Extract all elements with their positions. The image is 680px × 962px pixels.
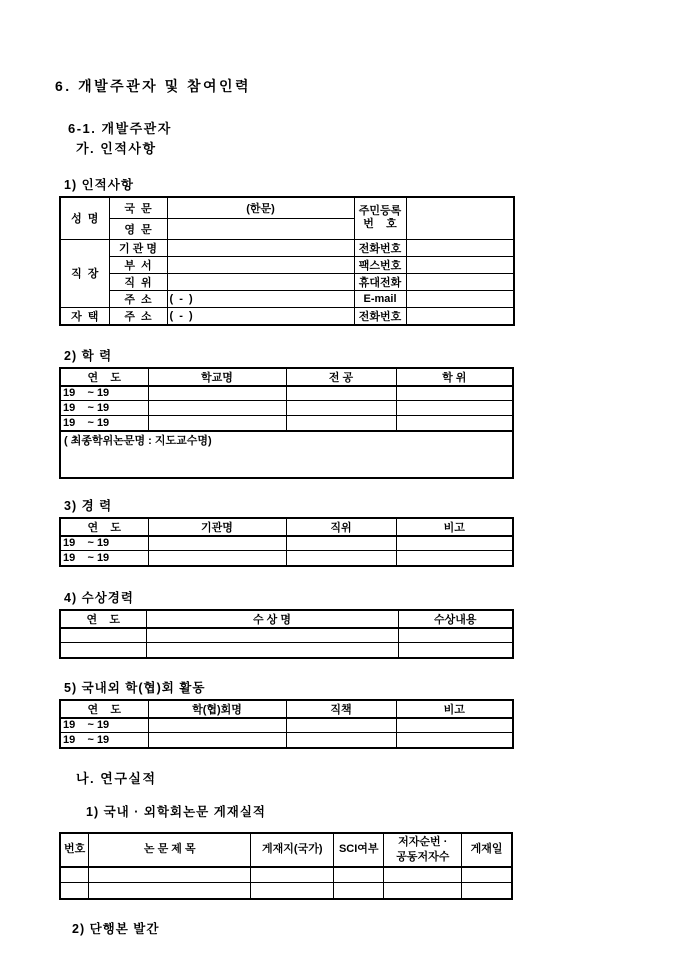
papers-sci-cell[interactable]	[334, 867, 384, 883]
work-address-input-cell[interactable]: ( - )	[167, 290, 354, 307]
education-heading: 2) 학 력	[64, 348, 113, 363]
home-address-label: 주 소	[109, 307, 167, 325]
education-col-major: 전 공	[286, 368, 396, 386]
books-heading: 2) 단행본 발간	[72, 921, 160, 936]
education-major-cell[interactable]	[286, 401, 396, 416]
societies-col-year: 연 도	[60, 700, 148, 718]
career-heading: 3) 경 력	[64, 498, 113, 513]
societies-col-role: 직책	[286, 700, 396, 718]
career-col-note: 비고	[396, 518, 513, 536]
table-row	[60, 431, 513, 478]
societies-col-note: 비고	[396, 700, 513, 718]
table-header-row	[60, 700, 513, 718]
career-position-cell[interactable]	[286, 536, 396, 551]
dept-label: 부 서	[109, 256, 167, 273]
education-col-school: 학교명	[148, 368, 286, 386]
table-row	[60, 416, 513, 431]
societies-note-cell[interactable]	[396, 718, 513, 733]
org-label: 기 관 명	[109, 239, 167, 256]
awards-col-detail: 수상내용	[398, 610, 513, 628]
awards-heading: 4) 수상경력	[64, 590, 134, 605]
career-table	[59, 517, 514, 567]
papers-col-author-line1: 저자순번 ·	[398, 836, 448, 849]
papers-date-cell[interactable]	[462, 867, 512, 883]
table-row	[60, 643, 513, 658]
awards-detail-cell[interactable]	[398, 628, 513, 643]
position-input-cell[interactable]	[167, 273, 354, 290]
table-row	[60, 273, 514, 290]
table-header-row	[60, 833, 512, 867]
table-header-row	[60, 610, 513, 628]
education-col-degree: 학 위	[396, 368, 513, 386]
career-position-cell[interactable]	[286, 551, 396, 566]
phone-input-cell[interactable]	[406, 239, 514, 256]
table-row	[60, 256, 514, 273]
papers-journal-cell[interactable]	[251, 867, 334, 883]
table-row	[60, 628, 513, 643]
papers-col-journal: 게재지(국가)	[251, 833, 334, 867]
table-row	[60, 197, 514, 218]
mobile-label: 휴대전화	[354, 273, 406, 290]
awards-award-cell[interactable]	[146, 643, 398, 658]
education-year-cell[interactable]: 19 ~ 19	[60, 401, 148, 416]
table-row	[60, 386, 513, 401]
table-row	[60, 867, 512, 883]
name-kor-label: 국 문	[109, 197, 167, 218]
phone-label: 전화번호	[354, 239, 406, 256]
papers-col-no: 번호	[60, 833, 89, 867]
career-org-cell[interactable]	[148, 551, 286, 566]
table-row	[60, 401, 513, 416]
education-year-cell[interactable]: 19 ~ 19	[60, 386, 148, 401]
awards-year-cell[interactable]	[60, 628, 146, 643]
name-eng-input-cell[interactable]	[167, 218, 354, 239]
table-row	[60, 883, 512, 899]
career-col-org: 기관명	[148, 518, 286, 536]
papers-date-cell[interactable]	[462, 883, 512, 899]
name-group-label: 성 명	[60, 197, 109, 239]
section-na-heading: 나. 연구실적	[76, 770, 157, 786]
education-degree-cell[interactable]	[396, 386, 513, 401]
work-group-label: 직 장	[60, 239, 109, 307]
awards-year-cell[interactable]	[60, 643, 146, 658]
papers-no-cell[interactable]	[60, 883, 89, 899]
page-title: 6. 개발주관자 및 참여인력	[55, 78, 252, 94]
personal-info-table	[59, 196, 515, 326]
table-row	[60, 290, 514, 307]
home-phone-input-cell[interactable]	[406, 307, 514, 325]
career-col-position: 직위	[286, 518, 396, 536]
education-major-cell[interactable]	[286, 416, 396, 431]
papers-title-cell[interactable]	[89, 883, 251, 899]
papers-no-cell[interactable]	[60, 867, 89, 883]
societies-heading: 5) 국내외 학(협)회 활동	[64, 680, 206, 695]
section-ga-heading: 가. 인적사항	[76, 141, 157, 156]
papers-col-sci: SCI여부	[334, 833, 384, 867]
org-input-cell[interactable]	[167, 239, 354, 256]
papers-sci-cell[interactable]	[334, 883, 384, 899]
table-header-row	[60, 368, 513, 386]
table-row	[60, 239, 514, 256]
table-row	[60, 551, 513, 566]
table-row	[60, 733, 513, 748]
home-group-label: 자 택	[60, 307, 109, 325]
career-year-cell[interactable]: 19 ~ 19	[60, 536, 148, 551]
awards-col-year: 연 도	[60, 610, 146, 628]
papers-col-author	[384, 833, 462, 867]
papers-journal-cell[interactable]	[251, 883, 334, 899]
section-6-1-heading: 6-1. 개발주관자	[68, 121, 172, 136]
education-school-cell[interactable]	[148, 386, 286, 401]
societies-name-cell[interactable]	[148, 733, 286, 748]
papers-title-cell[interactable]	[89, 867, 251, 883]
dept-input-cell[interactable]	[167, 256, 354, 273]
education-major-cell[interactable]	[286, 386, 396, 401]
name-eng-label: 영 문	[109, 218, 167, 239]
education-degree-cell[interactable]	[396, 401, 513, 416]
papers-author-cell[interactable]	[384, 867, 462, 883]
table-row	[60, 536, 513, 551]
career-year-cell[interactable]: 19 ~ 19	[60, 551, 148, 566]
home-phone-label: 전화번호	[354, 307, 406, 325]
papers-table	[59, 832, 513, 900]
table-header-row	[60, 518, 513, 536]
rrn-input-cell[interactable]	[406, 197, 514, 239]
table-row	[60, 718, 513, 733]
education-school-cell[interactable]	[148, 416, 286, 431]
societies-name-cell[interactable]	[148, 718, 286, 733]
mobile-input-cell[interactable]	[406, 273, 514, 290]
awards-detail-cell[interactable]	[398, 643, 513, 658]
career-col-year: 연 도	[60, 518, 148, 536]
education-degree-cell[interactable]	[396, 416, 513, 431]
fax-label: 팩스번호	[354, 256, 406, 273]
papers-col-date: 게재일	[462, 833, 512, 867]
home-address-input-cell[interactable]: ( - )	[167, 307, 354, 325]
email-label: E-mail	[354, 290, 406, 307]
rrn-label-line2: 번 호	[363, 218, 397, 231]
career-note-cell[interactable]	[396, 551, 513, 566]
career-org-cell[interactable]	[148, 536, 286, 551]
email-input-cell[interactable]	[406, 290, 514, 307]
papers-col-author-line2: 공동저자수	[396, 850, 450, 863]
awards-col-award: 수 상 명	[146, 610, 398, 628]
name-kor-input-cell[interactable]: (한문)	[167, 197, 354, 218]
papers-heading: 1) 국내 · 외학회논문 게재실적	[86, 804, 266, 819]
career-note-cell[interactable]	[396, 536, 513, 551]
rrn-label-line1: 주민등록	[358, 204, 402, 217]
personal-info-heading: 1) 인적사항	[64, 178, 134, 192]
societies-table	[59, 699, 514, 749]
societies-role-cell[interactable]	[286, 733, 396, 748]
education-school-cell[interactable]	[148, 401, 286, 416]
awards-table	[59, 609, 514, 659]
societies-col-society: 학(협)회명	[148, 700, 286, 718]
fax-input-cell[interactable]	[406, 256, 514, 273]
education-table	[59, 367, 514, 479]
societies-year-cell[interactable]: 19 ~ 19	[60, 718, 148, 733]
papers-author-cell[interactable]	[384, 883, 462, 899]
societies-role-cell[interactable]	[286, 718, 396, 733]
position-label: 직 위	[109, 273, 167, 290]
awards-award-cell[interactable]	[146, 628, 398, 643]
rrn-label	[354, 197, 406, 239]
education-year-cell[interactable]: 19 ~ 19	[60, 416, 148, 431]
thesis-note-cell[interactable]: ( 최종학위논문명 : 지도교수명)	[60, 431, 513, 478]
societies-year-cell[interactable]: 19 ~ 19	[60, 733, 148, 748]
papers-col-title: 논 문 제 목	[89, 833, 251, 867]
education-col-year: 연 도	[60, 368, 148, 386]
societies-note-cell[interactable]	[396, 733, 513, 748]
work-address-label: 주 소	[109, 290, 167, 307]
table-row	[60, 307, 514, 325]
